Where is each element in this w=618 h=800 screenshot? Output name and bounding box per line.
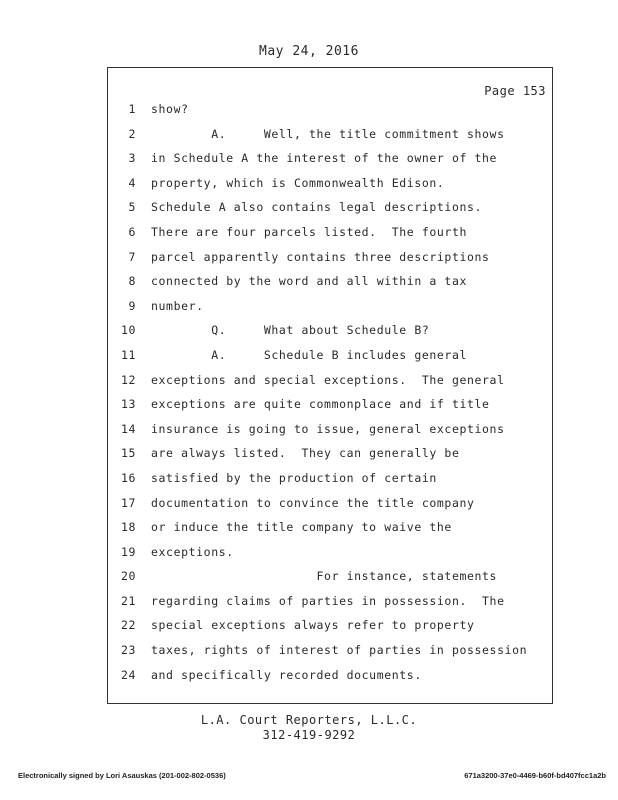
transcript-line (112, 471, 542, 496)
line-text: are always listed. They can generally be (151, 446, 460, 461)
line-number: 18 (120, 520, 136, 535)
transcript-line (112, 225, 542, 250)
line-text: exceptions are quite commonplace and if title (151, 397, 490, 412)
transcript-line (112, 618, 542, 643)
line-text: exceptions and special exceptions. The general (151, 372, 505, 387)
transcript-line (112, 373, 542, 398)
transcript-line (112, 200, 542, 225)
transcript-line (112, 668, 542, 693)
line-text: A. Well, the title commitment shows (151, 126, 505, 141)
transcript-line (112, 127, 542, 152)
reporter-name: L.A. Court Reporters, L.L.C. (200, 713, 418, 727)
line-text: A. Schedule B includes general (151, 347, 467, 362)
line-number: 11 (120, 347, 136, 362)
line-number: 10 (120, 323, 136, 338)
transcript-line (112, 569, 542, 594)
transcript-line (112, 323, 542, 348)
transcript-date: May 24, 2016 (259, 44, 359, 59)
line-text: property, which is Commonwealth Edison. (151, 175, 445, 190)
line-text: parcel apparently contains three descriptions (151, 249, 490, 264)
transcript-line (112, 643, 542, 668)
line-text: Q. What about Schedule B? (151, 323, 430, 338)
line-text: number. (151, 298, 204, 313)
line-text: or induce the title company to waive the (151, 520, 452, 535)
transcript-line (112, 422, 542, 447)
line-text: regarding claims of parties in possession. The (151, 593, 505, 608)
line-number: 21 (120, 593, 136, 608)
line-text: show? (151, 102, 189, 116)
line-text: special exceptions always refer to property (151, 618, 475, 633)
line-number: 2 (128, 126, 136, 141)
line-number: 3 (128, 151, 136, 166)
line-number: 15 (120, 446, 136, 461)
line-text: connected by the word and all within a tax (151, 274, 467, 289)
transcript-line (112, 176, 542, 201)
reporter-phone: 312-419-9292 (262, 728, 356, 742)
line-number: 5 (128, 200, 136, 215)
line-number: 22 (120, 618, 136, 633)
line-text: Schedule A also contains legal descriptions. (151, 200, 483, 215)
line-number: 19 (120, 544, 136, 559)
document-id: 671a3200-37e0-4469-b60f-bd407fcc1a2b (464, 771, 606, 780)
line-number: 23 (120, 643, 136, 658)
reporter-footer (0, 713, 618, 743)
line-text: There are four parcels listed. The fourth (151, 224, 467, 239)
transcript-line (112, 594, 542, 619)
transcript-line (112, 397, 542, 422)
transcript-line (112, 102, 542, 127)
line-number: 8 (128, 274, 136, 289)
line-text: satisfied by the production of certain (151, 470, 437, 485)
line-number: 20 (120, 569, 136, 584)
transcript-line (112, 250, 542, 275)
line-number: 7 (128, 249, 136, 264)
line-text: and specifically recorded documents. (151, 667, 422, 682)
transcript-line (112, 520, 542, 545)
line-text: in Schedule A the interest of the owner of the (151, 151, 498, 166)
line-text: For instance, statements (151, 569, 498, 584)
line-number: 1 (128, 102, 136, 116)
line-number: 24 (120, 667, 136, 682)
line-number: 9 (128, 298, 136, 313)
line-number: 13 (120, 397, 136, 412)
line-number: 14 (120, 421, 136, 436)
line-text: insurance is going to issue, general exceptions (151, 421, 505, 436)
transcript-lines (112, 102, 542, 692)
transcript-line (112, 151, 542, 176)
line-text: exceptions. (151, 544, 234, 559)
transcript-line (112, 545, 542, 570)
transcript-line (112, 299, 542, 324)
transcript-line (112, 274, 542, 299)
line-number: 4 (128, 175, 136, 190)
line-text: documentation to convince the title company (151, 495, 475, 510)
line-number: 17 (120, 495, 136, 510)
line-number: 12 (120, 372, 136, 387)
transcript-line (112, 446, 542, 471)
esignature-text: Electronically signed by Lori Asauskas (201-002-802-0536) (18, 771, 226, 780)
page-number: Page 153 (484, 84, 546, 98)
line-number: 16 (120, 470, 136, 485)
transcript-line (112, 348, 542, 373)
transcript-line (112, 496, 542, 521)
line-text: taxes, rights of interest of parties in possession (151, 643, 528, 658)
line-number: 6 (128, 224, 136, 239)
